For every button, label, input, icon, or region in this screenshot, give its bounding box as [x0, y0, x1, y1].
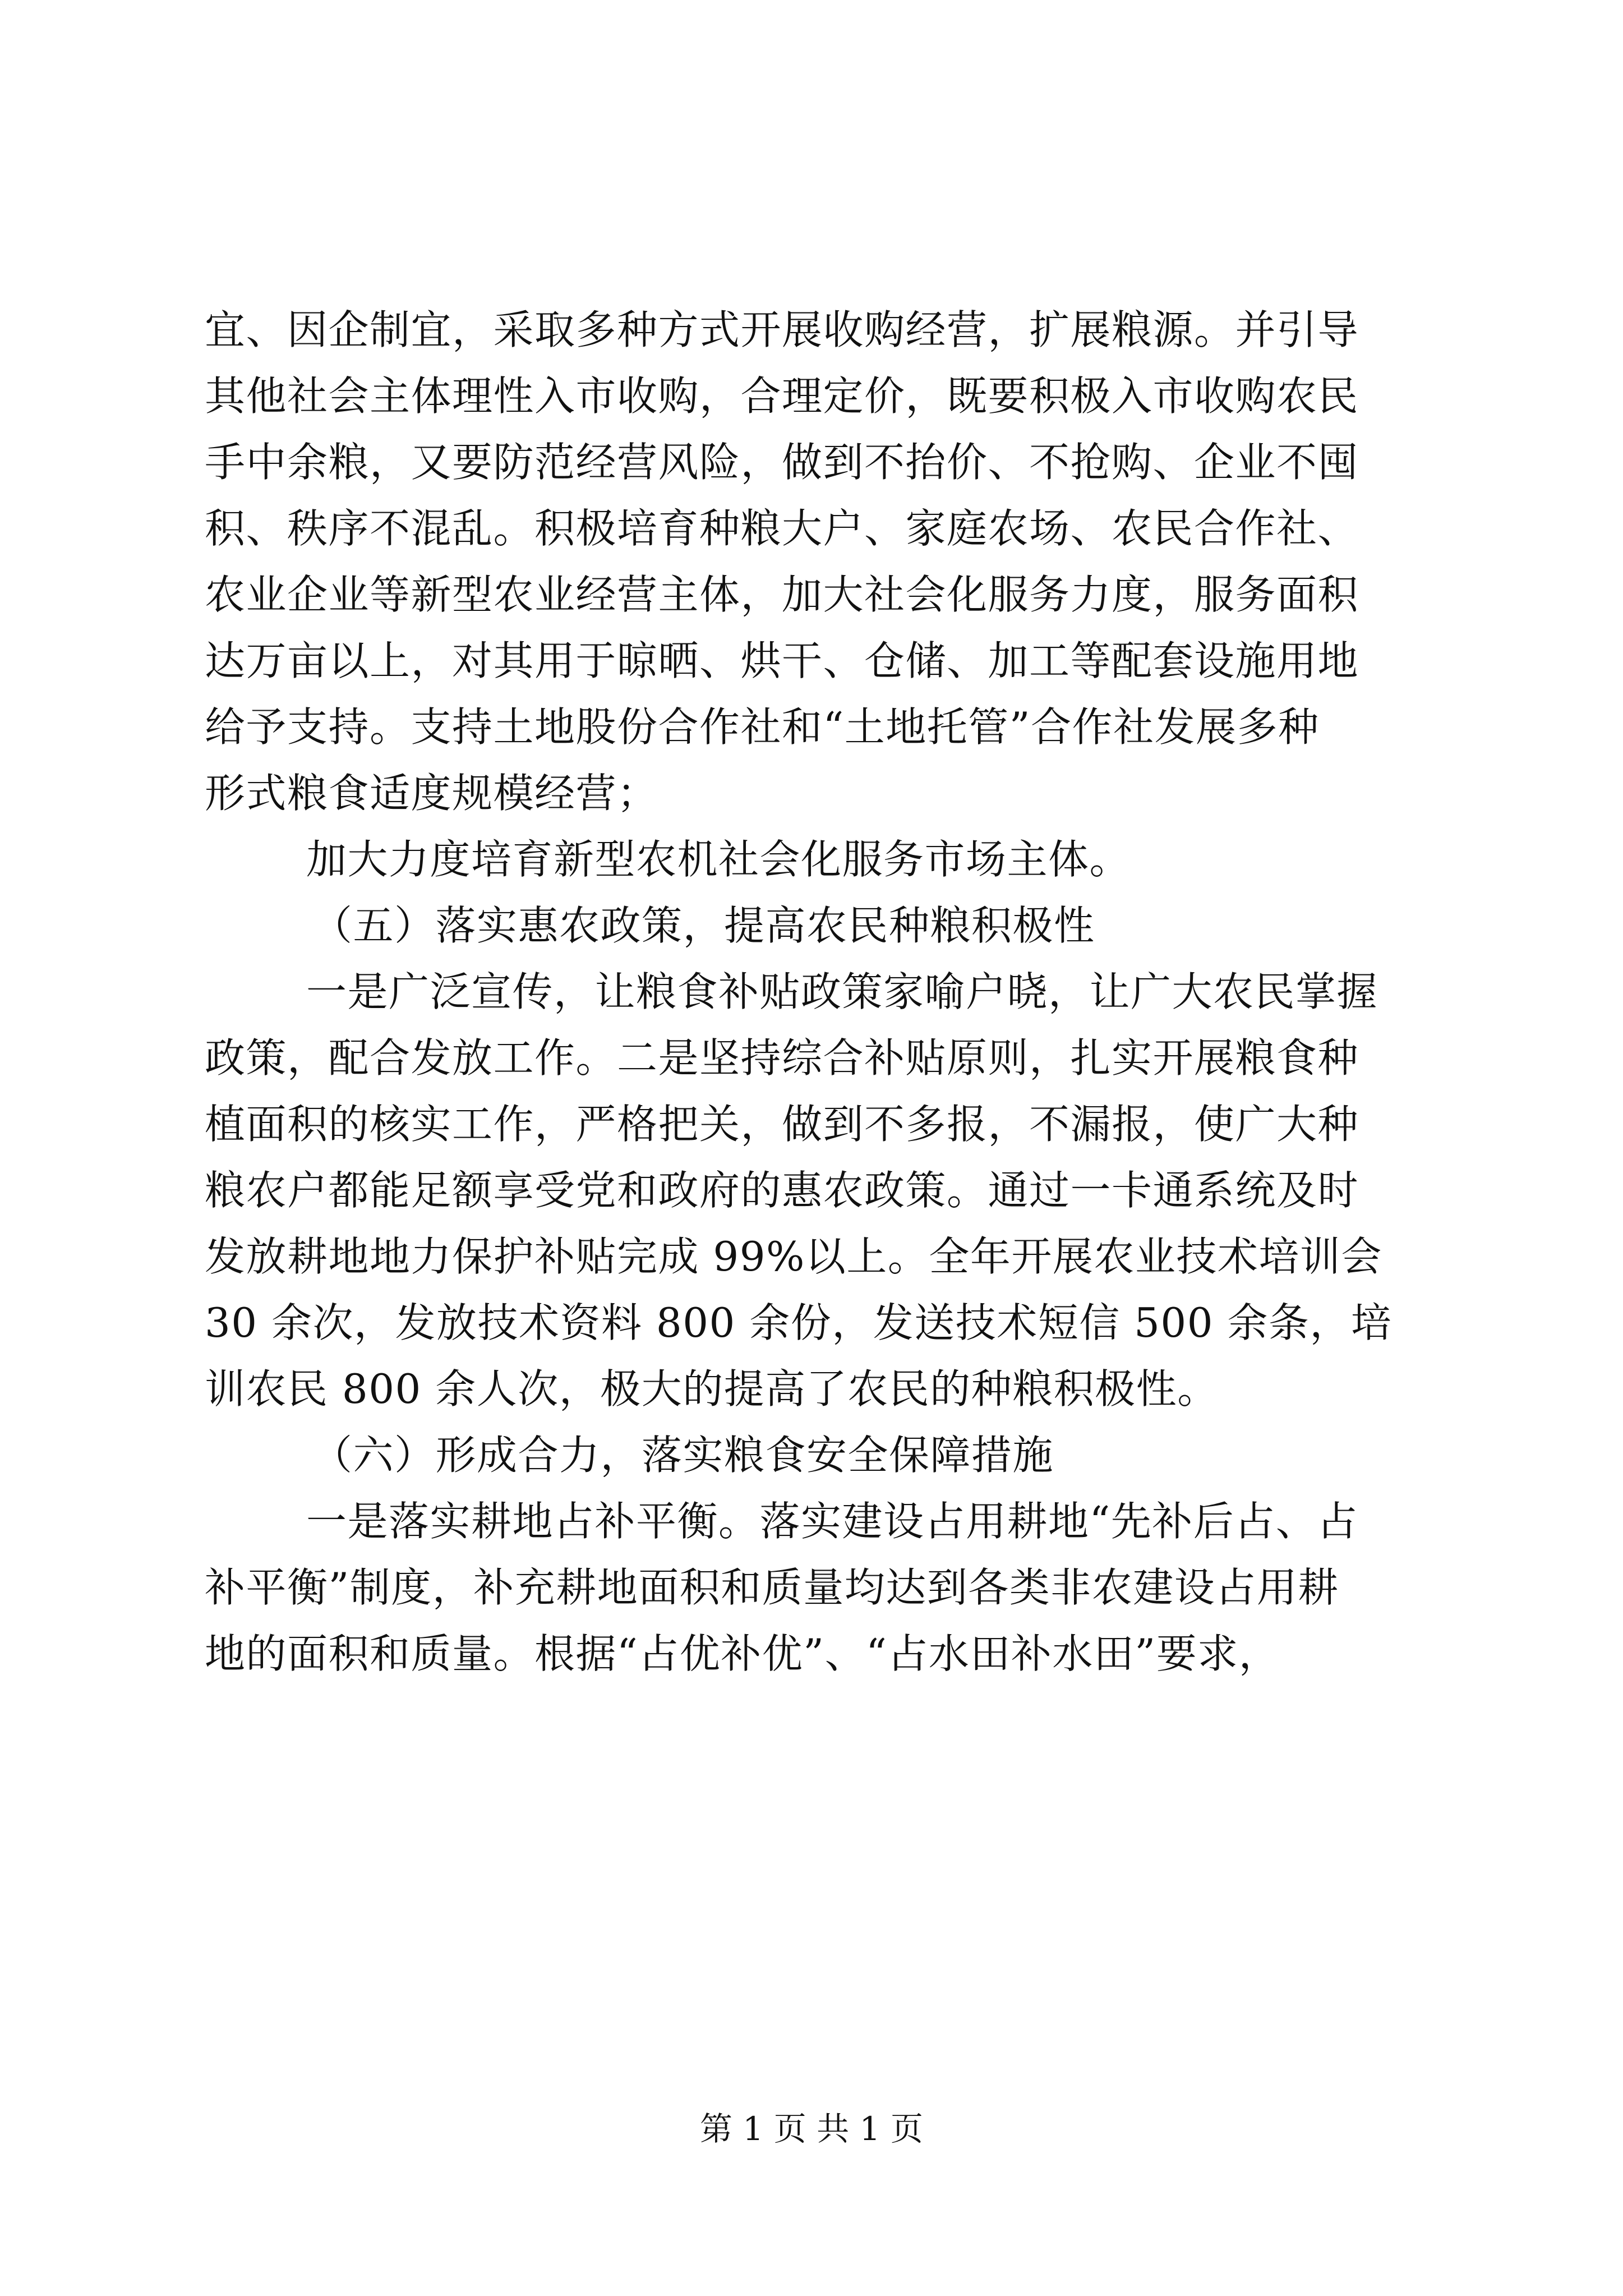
body-line: 形式粮食适度规模经营；	[205, 770, 658, 817]
body-line: 植面积的核实工作，严格把关，做到不多报，不漏报，使广大种	[205, 1101, 1359, 1148]
body-line: 粮农户都能足额享受党和政府的惠农政策。通过一卡通系统及时	[205, 1167, 1359, 1214]
body-line: 地的面积和质量。根据“占优补优”、“占水田补水田”要求，	[205, 1630, 1280, 1677]
page-footer: 第 1 页 共 1 页	[700, 2110, 923, 2148]
paragraph-first-line: 一是广泛宣传，让粮食补贴政策家喻户晓，让广大农民掌握	[306, 968, 1378, 1015]
body-line: 发放耕地地力保护补贴完成 99%以上。全年开展农业技术培训会	[205, 1233, 1382, 1280]
paragraph-first-line: 一是落实耕地占补平衡。落实建设占用耕地“先补后占、占	[306, 1498, 1358, 1545]
body-line: 积、秩序不混乱。积极培育种粮大户、家庭农场、农民合作社、	[205, 505, 1359, 552]
section-heading: （六）形成合力，落实粮食安全保障措施	[312, 1432, 1054, 1479]
paragraph-first-line: 加大力度培育新型农机社会化服务市场主体。	[306, 836, 1131, 883]
body-line: 宜、因企制宜，采取多种方式开展收购经营，扩展粮源。并引导	[205, 306, 1359, 353]
body-line: 其他社会主体理性入市收购，合理定价，既要积极入市收购农民	[205, 372, 1359, 420]
body-line: 训农民 800 余人次，极大的提高了农民的种粮积极性。	[205, 1365, 1219, 1412]
body-line: 政策，配合发放工作。二是坚持综合补贴原则，扎实开展粮食种	[205, 1034, 1359, 1082]
body-line: 手中余粮，又要防范经营风险，做到不抬价、不抢购、企业不囤	[205, 439, 1359, 486]
body-line: 达万亩以上，对其用于晾晒、烘干、仓储、加工等配套设施用地	[205, 637, 1359, 684]
body-line: 给予支持。支持土地股份合作社和“土地托管”合作社发展多种	[205, 703, 1320, 751]
body-line: 补平衡”制度，补充耕地面积和质量均达到各类非农建设占用耕	[205, 1564, 1339, 1611]
section-heading: （五）落实惠农政策，提高农民种粮积极性	[312, 902, 1095, 949]
body-line: 30 余次，发放技术资料 800 余份，发送技术短信 500 余条，培	[205, 1299, 1393, 1346]
body-line: 农业企业等新型农业经营主体，加大社会化服务力度，服务面积	[205, 571, 1359, 618]
